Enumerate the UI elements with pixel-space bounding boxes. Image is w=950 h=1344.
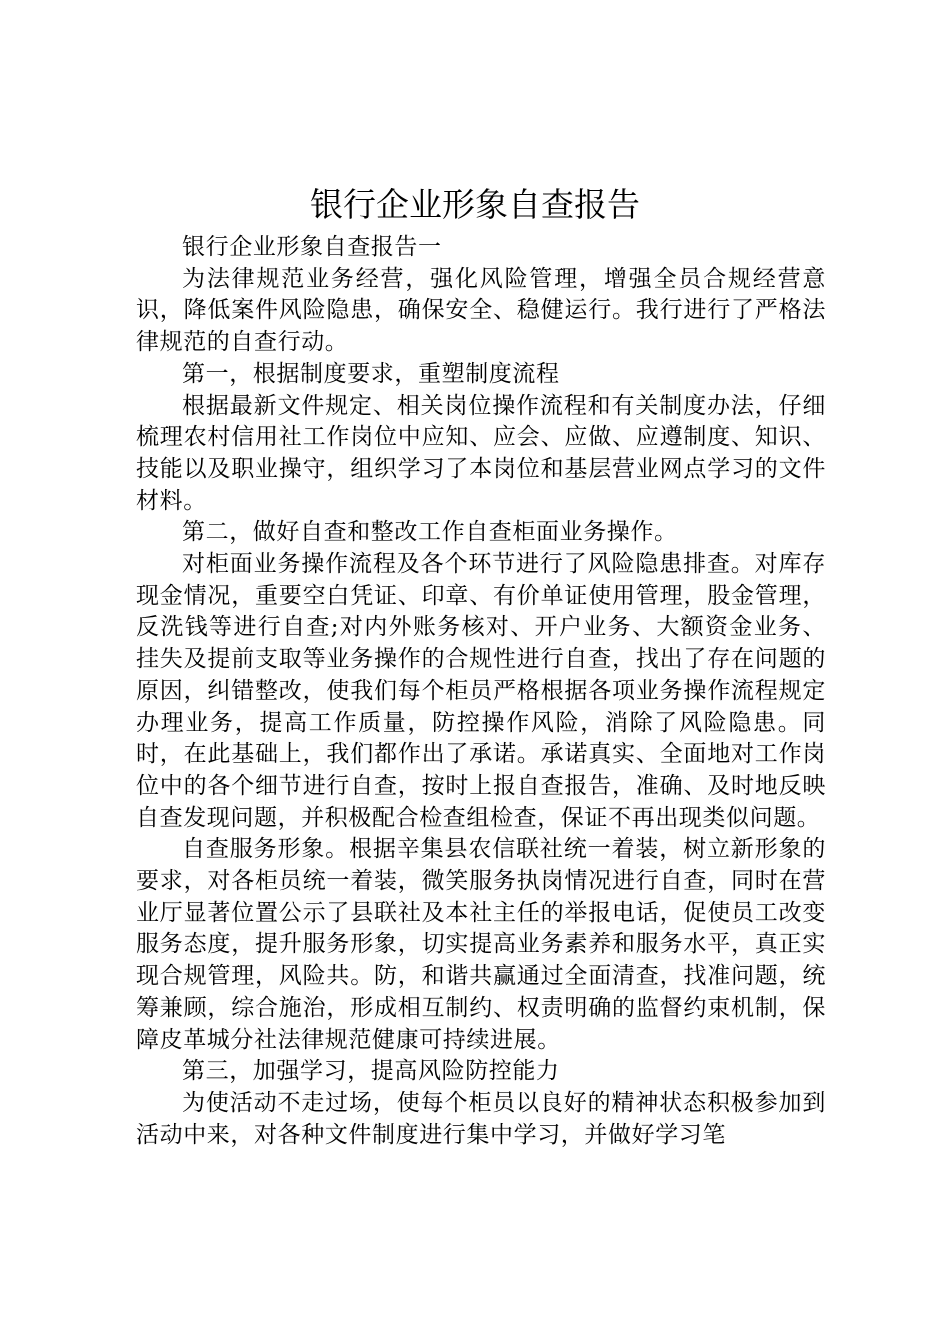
intro-paragraph: 为法律规范业务经营，强化风险管理，增强全员合规经营意识，降低案件风险隐患，确保安全、稳健运行。我行进行了严格法律规范的自查行动。 [136,265,826,356]
body-paragraph: 自查服务形象。根据辛集县农信联社统一着装，树立新形象的要求，对各柜员统一着装，微笑服务执岗情况进行自查，同时在营业厅显著位置公示了县联社及本社主任的举报电话，促使员工改变服务态度，提升服务形象，切实提高业务素养和服务水平，真正实现合规管理，风险共。防，和谐共赢通过全面清查，找准问题，统筹兼顾，综合施治，形成相互制约、权责明确的监督约束机制，保障皮革城分社法律规范健康可持续进展。 [136,836,826,1053]
section-heading-2: 第二，做好自查和整改工作自查柜面业务操作。 [182,519,678,546]
subtitle-paragraph: 银行企业形象自查报告一 [182,234,442,260]
section-heading-3: 第三，加强学习，提高风险防控能力 [182,1058,560,1085]
body-paragraph: 对柜面业务操作流程及各个环节进行了风险隐患排查。对库存现金情况，重要空白凭证、印章、有价单证使用管理，股金管理，反洗钱等进行自查;对内外账务核对、开户业务、大额资金业务、挂失及提前支取等业务操作的合规性进行自查，找出了存在问题的原因，纠错整改，使我们每个柜员严格根据各项业务操作流程规定办理业务，提高工作质量，防控操作风险，消除了风险隐患。同时，在此基础上，我们都作出了承诺。承诺真实、全面地对工作岗位中的各个细节进行自查，按时上报自查报告，准确、及时地反映自查发现问题，并积极配合检查组检查，保证不再出现类似问题。 [136,551,826,831]
body-paragraph: 根据最新文件规定、相关岗位操作流程和有关制度办法，仔细梳理农村信用社工作岗位中应知、应会、应做、应遵制度、知识、技能以及职业操守，组织学习了本岗位和基层营业网点学习的文件材料。 [136,392,826,514]
document-title: 银行企业形象自查报告 [310,185,640,224]
document-body [136,232,826,1151]
section-heading-1: 第一，根据制度要求，重塑制度流程 [182,360,560,387]
body-paragraph: 为使活动不走过场，使每个柜员以良好的精神状态积极参加到活动中来，对各种文件制度进行集中学习，并做好学习笔 [136,1089,826,1148]
